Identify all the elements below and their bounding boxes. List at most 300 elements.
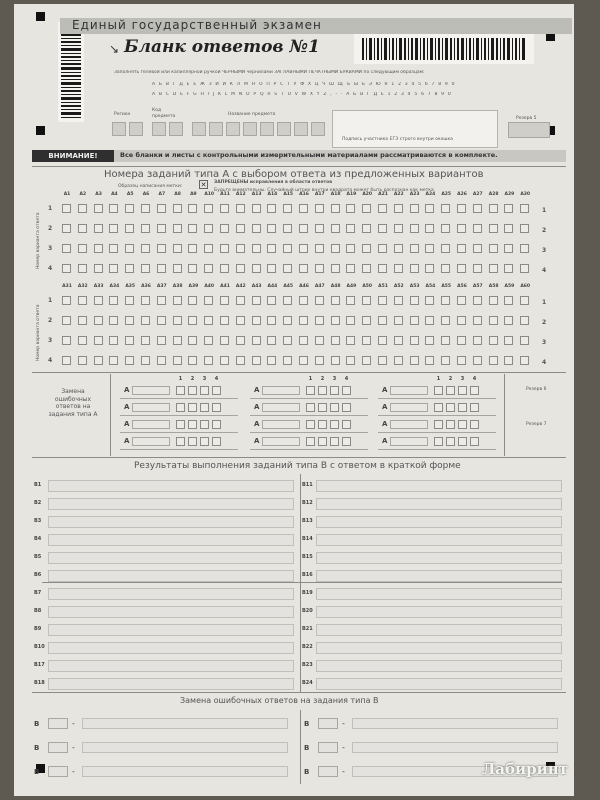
- replacement-checkbox[interactable]: [318, 386, 327, 395]
- answer-checkbox[interactable]: [331, 356, 340, 365]
- answer-checkbox[interactable]: [473, 224, 482, 233]
- answer-checkbox[interactable]: [362, 356, 371, 365]
- answer-checkbox[interactable]: [457, 264, 466, 273]
- answer-checkbox[interactable]: [520, 336, 529, 345]
- answer-field[interactable]: [316, 534, 562, 546]
- answer-checkbox[interactable]: [220, 224, 229, 233]
- replacement-checkbox[interactable]: [470, 437, 479, 446]
- answer-field[interactable]: [48, 516, 294, 528]
- replacement-checkbox[interactable]: [212, 386, 221, 395]
- replacement-checkbox[interactable]: [342, 403, 351, 412]
- answer-checkbox[interactable]: [109, 316, 118, 325]
- answer-field[interactable]: [82, 718, 288, 729]
- answer-checkbox[interactable]: [94, 356, 103, 365]
- answer-field[interactable]: [316, 642, 562, 654]
- answer-checkbox[interactable]: [315, 244, 324, 253]
- answer-checkbox[interactable]: [157, 264, 166, 273]
- answer-checkbox[interactable]: [457, 296, 466, 305]
- replacement-checkbox[interactable]: [200, 437, 209, 446]
- answer-checkbox[interactable]: [236, 316, 245, 325]
- answer-checkbox[interactable]: [394, 224, 403, 233]
- answer-checkbox[interactable]: [331, 316, 340, 325]
- replacement-checkbox[interactable]: [434, 386, 443, 395]
- answer-checkbox[interactable]: [173, 224, 182, 233]
- answer-checkbox[interactable]: [362, 204, 371, 213]
- answer-checkbox[interactable]: [188, 316, 197, 325]
- subject-code-cell[interactable]: [169, 122, 183, 136]
- answer-field[interactable]: [48, 552, 294, 564]
- answer-field[interactable]: [352, 742, 558, 753]
- answer-field[interactable]: [316, 480, 562, 492]
- answer-checkbox[interactable]: [62, 316, 71, 325]
- answer-checkbox[interactable]: [109, 296, 118, 305]
- answer-checkbox[interactable]: [378, 224, 387, 233]
- replacement-checkbox[interactable]: [212, 403, 221, 412]
- answer-checkbox[interactable]: [267, 204, 276, 213]
- answer-field[interactable]: [48, 498, 294, 510]
- answer-checkbox[interactable]: [410, 264, 419, 273]
- task-number-field[interactable]: [390, 403, 428, 412]
- replacement-checkbox[interactable]: [176, 437, 185, 446]
- subject-name-cell[interactable]: [243, 122, 257, 136]
- task-number-field[interactable]: [318, 718, 338, 729]
- answer-checkbox[interactable]: [315, 296, 324, 305]
- answer-checkbox[interactable]: [125, 244, 134, 253]
- answer-checkbox[interactable]: [173, 316, 182, 325]
- replacement-checkbox[interactable]: [306, 386, 315, 395]
- answer-checkbox[interactable]: [378, 316, 387, 325]
- replacement-checkbox[interactable]: [318, 437, 327, 446]
- replacement-checkbox[interactable]: [212, 420, 221, 429]
- answer-checkbox[interactable]: [378, 356, 387, 365]
- subject-name-cell[interactable]: [226, 122, 240, 136]
- task-number-field[interactable]: [132, 403, 170, 412]
- answer-checkbox[interactable]: [315, 356, 324, 365]
- answer-checkbox[interactable]: [173, 264, 182, 273]
- answer-field[interactable]: [316, 660, 562, 672]
- answer-checkbox[interactable]: [346, 316, 355, 325]
- answer-checkbox[interactable]: [188, 264, 197, 273]
- answer-checkbox[interactable]: [299, 204, 308, 213]
- task-number-field[interactable]: [48, 742, 68, 753]
- task-number-field[interactable]: [318, 766, 338, 777]
- answer-checkbox[interactable]: [441, 336, 450, 345]
- answer-checkbox[interactable]: [457, 336, 466, 345]
- answer-checkbox[interactable]: [473, 356, 482, 365]
- answer-checkbox[interactable]: [125, 264, 134, 273]
- answer-checkbox[interactable]: [267, 244, 276, 253]
- answer-checkbox[interactable]: [204, 296, 213, 305]
- answer-checkbox[interactable]: [283, 336, 292, 345]
- answer-checkbox[interactable]: [204, 264, 213, 273]
- answer-checkbox[interactable]: [236, 356, 245, 365]
- answer-checkbox[interactable]: [315, 264, 324, 273]
- answer-checkbox[interactable]: [141, 296, 150, 305]
- answer-checkbox[interactable]: [378, 336, 387, 345]
- answer-checkbox[interactable]: [252, 356, 261, 365]
- answer-checkbox[interactable]: [220, 356, 229, 365]
- answer-checkbox[interactable]: [173, 356, 182, 365]
- answer-checkbox[interactable]: [125, 224, 134, 233]
- answer-checkbox[interactable]: [236, 224, 245, 233]
- answer-checkbox[interactable]: [109, 244, 118, 253]
- answer-checkbox[interactable]: [489, 316, 498, 325]
- answer-checkbox[interactable]: [252, 244, 261, 253]
- answer-checkbox[interactable]: [362, 244, 371, 253]
- answer-checkbox[interactable]: [346, 204, 355, 213]
- answer-checkbox[interactable]: [157, 224, 166, 233]
- replacement-checkbox[interactable]: [458, 386, 467, 395]
- task-number-field[interactable]: [390, 437, 428, 446]
- answer-field[interactable]: [316, 498, 562, 510]
- answer-checkbox[interactable]: [78, 264, 87, 273]
- task-number-field[interactable]: [132, 420, 170, 429]
- answer-field[interactable]: [316, 678, 562, 690]
- answer-field[interactable]: [48, 642, 294, 654]
- answer-checkbox[interactable]: [331, 224, 340, 233]
- answer-field[interactable]: [48, 678, 294, 690]
- answer-field[interactable]: [316, 606, 562, 618]
- answer-checkbox[interactable]: [425, 336, 434, 345]
- subject-code-cell[interactable]: [152, 122, 166, 136]
- answer-checkbox[interactable]: [457, 204, 466, 213]
- replacement-checkbox[interactable]: [342, 420, 351, 429]
- answer-checkbox[interactable]: [457, 356, 466, 365]
- answer-checkbox[interactable]: [299, 224, 308, 233]
- answer-checkbox[interactable]: [441, 264, 450, 273]
- answer-checkbox[interactable]: [394, 296, 403, 305]
- answer-checkbox[interactable]: [441, 316, 450, 325]
- answer-checkbox[interactable]: [78, 204, 87, 213]
- task-number-field[interactable]: [390, 420, 428, 429]
- answer-checkbox[interactable]: [473, 264, 482, 273]
- answer-checkbox[interactable]: [378, 264, 387, 273]
- answer-checkbox[interactable]: [283, 316, 292, 325]
- answer-checkbox[interactable]: [141, 316, 150, 325]
- answer-checkbox[interactable]: [204, 204, 213, 213]
- subject-name-cell[interactable]: [294, 122, 308, 136]
- answer-checkbox[interactable]: [267, 316, 276, 325]
- answer-checkbox[interactable]: [520, 356, 529, 365]
- answer-checkbox[interactable]: [236, 244, 245, 253]
- answer-checkbox[interactable]: [157, 296, 166, 305]
- answer-checkbox[interactable]: [425, 264, 434, 273]
- answer-checkbox[interactable]: [125, 296, 134, 305]
- answer-checkbox[interactable]: [109, 264, 118, 273]
- answer-checkbox[interactable]: [362, 316, 371, 325]
- answer-checkbox[interactable]: [425, 244, 434, 253]
- answer-checkbox[interactable]: [489, 356, 498, 365]
- replacement-checkbox[interactable]: [342, 386, 351, 395]
- answer-checkbox[interactable]: [441, 356, 450, 365]
- answer-checkbox[interactable]: [315, 224, 324, 233]
- answer-checkbox[interactable]: [78, 316, 87, 325]
- answer-field[interactable]: [48, 624, 294, 636]
- answer-checkbox[interactable]: [267, 296, 276, 305]
- replacement-checkbox[interactable]: [330, 437, 339, 446]
- answer-checkbox[interactable]: [394, 316, 403, 325]
- answer-checkbox[interactable]: [504, 244, 513, 253]
- answer-field[interactable]: [316, 588, 562, 600]
- answer-checkbox[interactable]: [94, 204, 103, 213]
- answer-checkbox[interactable]: [425, 204, 434, 213]
- replacement-checkbox[interactable]: [188, 437, 197, 446]
- answer-checkbox[interactable]: [410, 244, 419, 253]
- answer-checkbox[interactable]: [109, 356, 118, 365]
- answer-checkbox[interactable]: [520, 316, 529, 325]
- answer-checkbox[interactable]: [394, 336, 403, 345]
- answer-checkbox[interactable]: [62, 244, 71, 253]
- subject-name-cell[interactable]: [277, 122, 291, 136]
- task-number-field[interactable]: [262, 386, 300, 395]
- answer-checkbox[interactable]: [283, 264, 292, 273]
- answer-checkbox[interactable]: [78, 356, 87, 365]
- answer-checkbox[interactable]: [410, 316, 419, 325]
- answer-checkbox[interactable]: [520, 224, 529, 233]
- answer-checkbox[interactable]: [220, 204, 229, 213]
- answer-field[interactable]: [48, 480, 294, 492]
- task-number-field[interactable]: [318, 742, 338, 753]
- answer-checkbox[interactable]: [346, 296, 355, 305]
- task-number-field[interactable]: [390, 386, 428, 395]
- replacement-checkbox[interactable]: [176, 403, 185, 412]
- task-number-field[interactable]: [48, 766, 68, 777]
- task-number-field[interactable]: [132, 386, 170, 395]
- answer-checkbox[interactable]: [504, 296, 513, 305]
- answer-field[interactable]: [48, 570, 294, 582]
- answer-checkbox[interactable]: [346, 224, 355, 233]
- answer-checkbox[interactable]: [299, 296, 308, 305]
- answer-checkbox[interactable]: [378, 296, 387, 305]
- answer-checkbox[interactable]: [315, 204, 324, 213]
- replacement-checkbox[interactable]: [306, 403, 315, 412]
- answer-checkbox[interactable]: [220, 316, 229, 325]
- answer-checkbox[interactable]: [220, 296, 229, 305]
- answer-checkbox[interactable]: [489, 204, 498, 213]
- answer-checkbox[interactable]: [331, 204, 340, 213]
- answer-checkbox[interactable]: [267, 264, 276, 273]
- answer-checkbox[interactable]: [362, 264, 371, 273]
- replacement-checkbox[interactable]: [458, 420, 467, 429]
- answer-checkbox[interactable]: [520, 204, 529, 213]
- answer-checkbox[interactable]: [94, 244, 103, 253]
- answer-checkbox[interactable]: [204, 336, 213, 345]
- answer-checkbox[interactable]: [473, 204, 482, 213]
- answer-checkbox[interactable]: [362, 224, 371, 233]
- replacement-checkbox[interactable]: [470, 386, 479, 395]
- answer-checkbox[interactable]: [252, 264, 261, 273]
- answer-checkbox[interactable]: [173, 204, 182, 213]
- answer-checkbox[interactable]: [157, 356, 166, 365]
- answer-checkbox[interactable]: [141, 264, 150, 273]
- replacement-checkbox[interactable]: [342, 437, 351, 446]
- replacement-checkbox[interactable]: [318, 403, 327, 412]
- replacement-checkbox[interactable]: [330, 386, 339, 395]
- answer-checkbox[interactable]: [94, 316, 103, 325]
- task-number-field[interactable]: [262, 403, 300, 412]
- answer-checkbox[interactable]: [62, 356, 71, 365]
- answer-checkbox[interactable]: [283, 224, 292, 233]
- answer-field[interactable]: [48, 606, 294, 618]
- answer-checkbox[interactable]: [346, 336, 355, 345]
- answer-checkbox[interactable]: [299, 336, 308, 345]
- answer-checkbox[interactable]: [125, 316, 134, 325]
- answer-checkbox[interactable]: [410, 356, 419, 365]
- answer-checkbox[interactable]: [331, 264, 340, 273]
- answer-checkbox[interactable]: [94, 264, 103, 273]
- answer-checkbox[interactable]: [457, 224, 466, 233]
- answer-field[interactable]: [316, 624, 562, 636]
- replacement-checkbox[interactable]: [330, 403, 339, 412]
- answer-checkbox[interactable]: [394, 204, 403, 213]
- answer-checkbox[interactable]: [173, 244, 182, 253]
- replacement-checkbox[interactable]: [188, 420, 197, 429]
- answer-checkbox[interactable]: [441, 204, 450, 213]
- task-number-field[interactable]: [262, 420, 300, 429]
- answer-checkbox[interactable]: [173, 296, 182, 305]
- answer-checkbox[interactable]: [410, 336, 419, 345]
- answer-checkbox[interactable]: [252, 336, 261, 345]
- answer-checkbox[interactable]: [346, 244, 355, 253]
- answer-checkbox[interactable]: [157, 244, 166, 253]
- replacement-checkbox[interactable]: [200, 420, 209, 429]
- answer-checkbox[interactable]: [315, 316, 324, 325]
- answer-checkbox[interactable]: [267, 336, 276, 345]
- answer-checkbox[interactable]: [236, 204, 245, 213]
- replacement-checkbox[interactable]: [306, 420, 315, 429]
- answer-checkbox[interactable]: [331, 296, 340, 305]
- subject-name-cell[interactable]: [260, 122, 274, 136]
- region-cell[interactable]: [129, 122, 143, 136]
- answer-checkbox[interactable]: [125, 336, 134, 345]
- answer-checkbox[interactable]: [299, 244, 308, 253]
- replacement-checkbox[interactable]: [188, 386, 197, 395]
- answer-checkbox[interactable]: [94, 296, 103, 305]
- answer-checkbox[interactable]: [504, 224, 513, 233]
- answer-checkbox[interactable]: [441, 296, 450, 305]
- answer-checkbox[interactable]: [283, 244, 292, 253]
- answer-checkbox[interactable]: [267, 356, 276, 365]
- answer-checkbox[interactable]: [220, 264, 229, 273]
- answer-checkbox[interactable]: [267, 224, 276, 233]
- replacement-checkbox[interactable]: [446, 403, 455, 412]
- answer-checkbox[interactable]: [425, 296, 434, 305]
- answer-checkbox[interactable]: [520, 244, 529, 253]
- answer-checkbox[interactable]: [520, 264, 529, 273]
- answer-checkbox[interactable]: [157, 204, 166, 213]
- answer-checkbox[interactable]: [188, 204, 197, 213]
- answer-field[interactable]: [48, 660, 294, 672]
- answer-field[interactable]: [82, 742, 288, 753]
- answer-checkbox[interactable]: [78, 336, 87, 345]
- replacement-checkbox[interactable]: [188, 403, 197, 412]
- answer-checkbox[interactable]: [315, 336, 324, 345]
- task-number-field[interactable]: [48, 718, 68, 729]
- answer-checkbox[interactable]: [299, 316, 308, 325]
- replacement-checkbox[interactable]: [200, 403, 209, 412]
- answer-checkbox[interactable]: [252, 316, 261, 325]
- answer-checkbox[interactable]: [504, 316, 513, 325]
- answer-field[interactable]: [48, 588, 294, 600]
- answer-checkbox[interactable]: [457, 316, 466, 325]
- answer-checkbox[interactable]: [204, 356, 213, 365]
- answer-checkbox[interactable]: [283, 204, 292, 213]
- answer-checkbox[interactable]: [78, 296, 87, 305]
- answer-checkbox[interactable]: [283, 356, 292, 365]
- task-number-field[interactable]: [262, 437, 300, 446]
- replacement-checkbox[interactable]: [434, 403, 443, 412]
- answer-checkbox[interactable]: [141, 356, 150, 365]
- answer-checkbox[interactable]: [109, 336, 118, 345]
- answer-checkbox[interactable]: [62, 224, 71, 233]
- answer-checkbox[interactable]: [362, 296, 371, 305]
- answer-checkbox[interactable]: [410, 224, 419, 233]
- answer-checkbox[interactable]: [252, 204, 261, 213]
- answer-checkbox[interactable]: [520, 296, 529, 305]
- answer-checkbox[interactable]: [220, 244, 229, 253]
- answer-checkbox[interactable]: [504, 356, 513, 365]
- replacement-checkbox[interactable]: [446, 420, 455, 429]
- answer-checkbox[interactable]: [125, 204, 134, 213]
- answer-checkbox[interactable]: [331, 336, 340, 345]
- answer-checkbox[interactable]: [141, 336, 150, 345]
- answer-checkbox[interactable]: [346, 264, 355, 273]
- answer-checkbox[interactable]: [299, 264, 308, 273]
- answer-checkbox[interactable]: [362, 336, 371, 345]
- answer-checkbox[interactable]: [473, 316, 482, 325]
- answer-checkbox[interactable]: [473, 336, 482, 345]
- answer-checkbox[interactable]: [78, 244, 87, 253]
- answer-checkbox[interactable]: [62, 336, 71, 345]
- answer-checkbox[interactable]: [94, 336, 103, 345]
- answer-field[interactable]: [316, 552, 562, 564]
- answer-checkbox[interactable]: [394, 264, 403, 273]
- answer-checkbox[interactable]: [504, 204, 513, 213]
- answer-field[interactable]: [82, 766, 288, 777]
- answer-checkbox[interactable]: [473, 244, 482, 253]
- answer-checkbox[interactable]: [425, 224, 434, 233]
- answer-checkbox[interactable]: [473, 296, 482, 305]
- replacement-checkbox[interactable]: [200, 386, 209, 395]
- answer-checkbox[interactable]: [489, 296, 498, 305]
- answer-checkbox[interactable]: [188, 296, 197, 305]
- replacement-checkbox[interactable]: [212, 437, 221, 446]
- answer-checkbox[interactable]: [252, 296, 261, 305]
- answer-checkbox[interactable]: [204, 244, 213, 253]
- answer-field[interactable]: [316, 516, 562, 528]
- answer-checkbox[interactable]: [236, 264, 245, 273]
- answer-checkbox[interactable]: [141, 204, 150, 213]
- answer-checkbox[interactable]: [252, 224, 261, 233]
- answer-checkbox[interactable]: [62, 204, 71, 213]
- answer-checkbox[interactable]: [504, 264, 513, 273]
- answer-checkbox[interactable]: [220, 336, 229, 345]
- answer-checkbox[interactable]: [62, 264, 71, 273]
- answer-field[interactable]: [316, 570, 562, 582]
- answer-checkbox[interactable]: [173, 336, 182, 345]
- answer-checkbox[interactable]: [425, 356, 434, 365]
- answer-checkbox[interactable]: [346, 356, 355, 365]
- replacement-checkbox[interactable]: [318, 420, 327, 429]
- replacement-checkbox[interactable]: [176, 420, 185, 429]
- subject-name-cell[interactable]: [192, 122, 206, 136]
- answer-checkbox[interactable]: [378, 244, 387, 253]
- answer-checkbox[interactable]: [283, 296, 292, 305]
- answer-checkbox[interactable]: [141, 224, 150, 233]
- answer-checkbox[interactable]: [489, 264, 498, 273]
- answer-checkbox[interactable]: [331, 244, 340, 253]
- replacement-checkbox[interactable]: [434, 420, 443, 429]
